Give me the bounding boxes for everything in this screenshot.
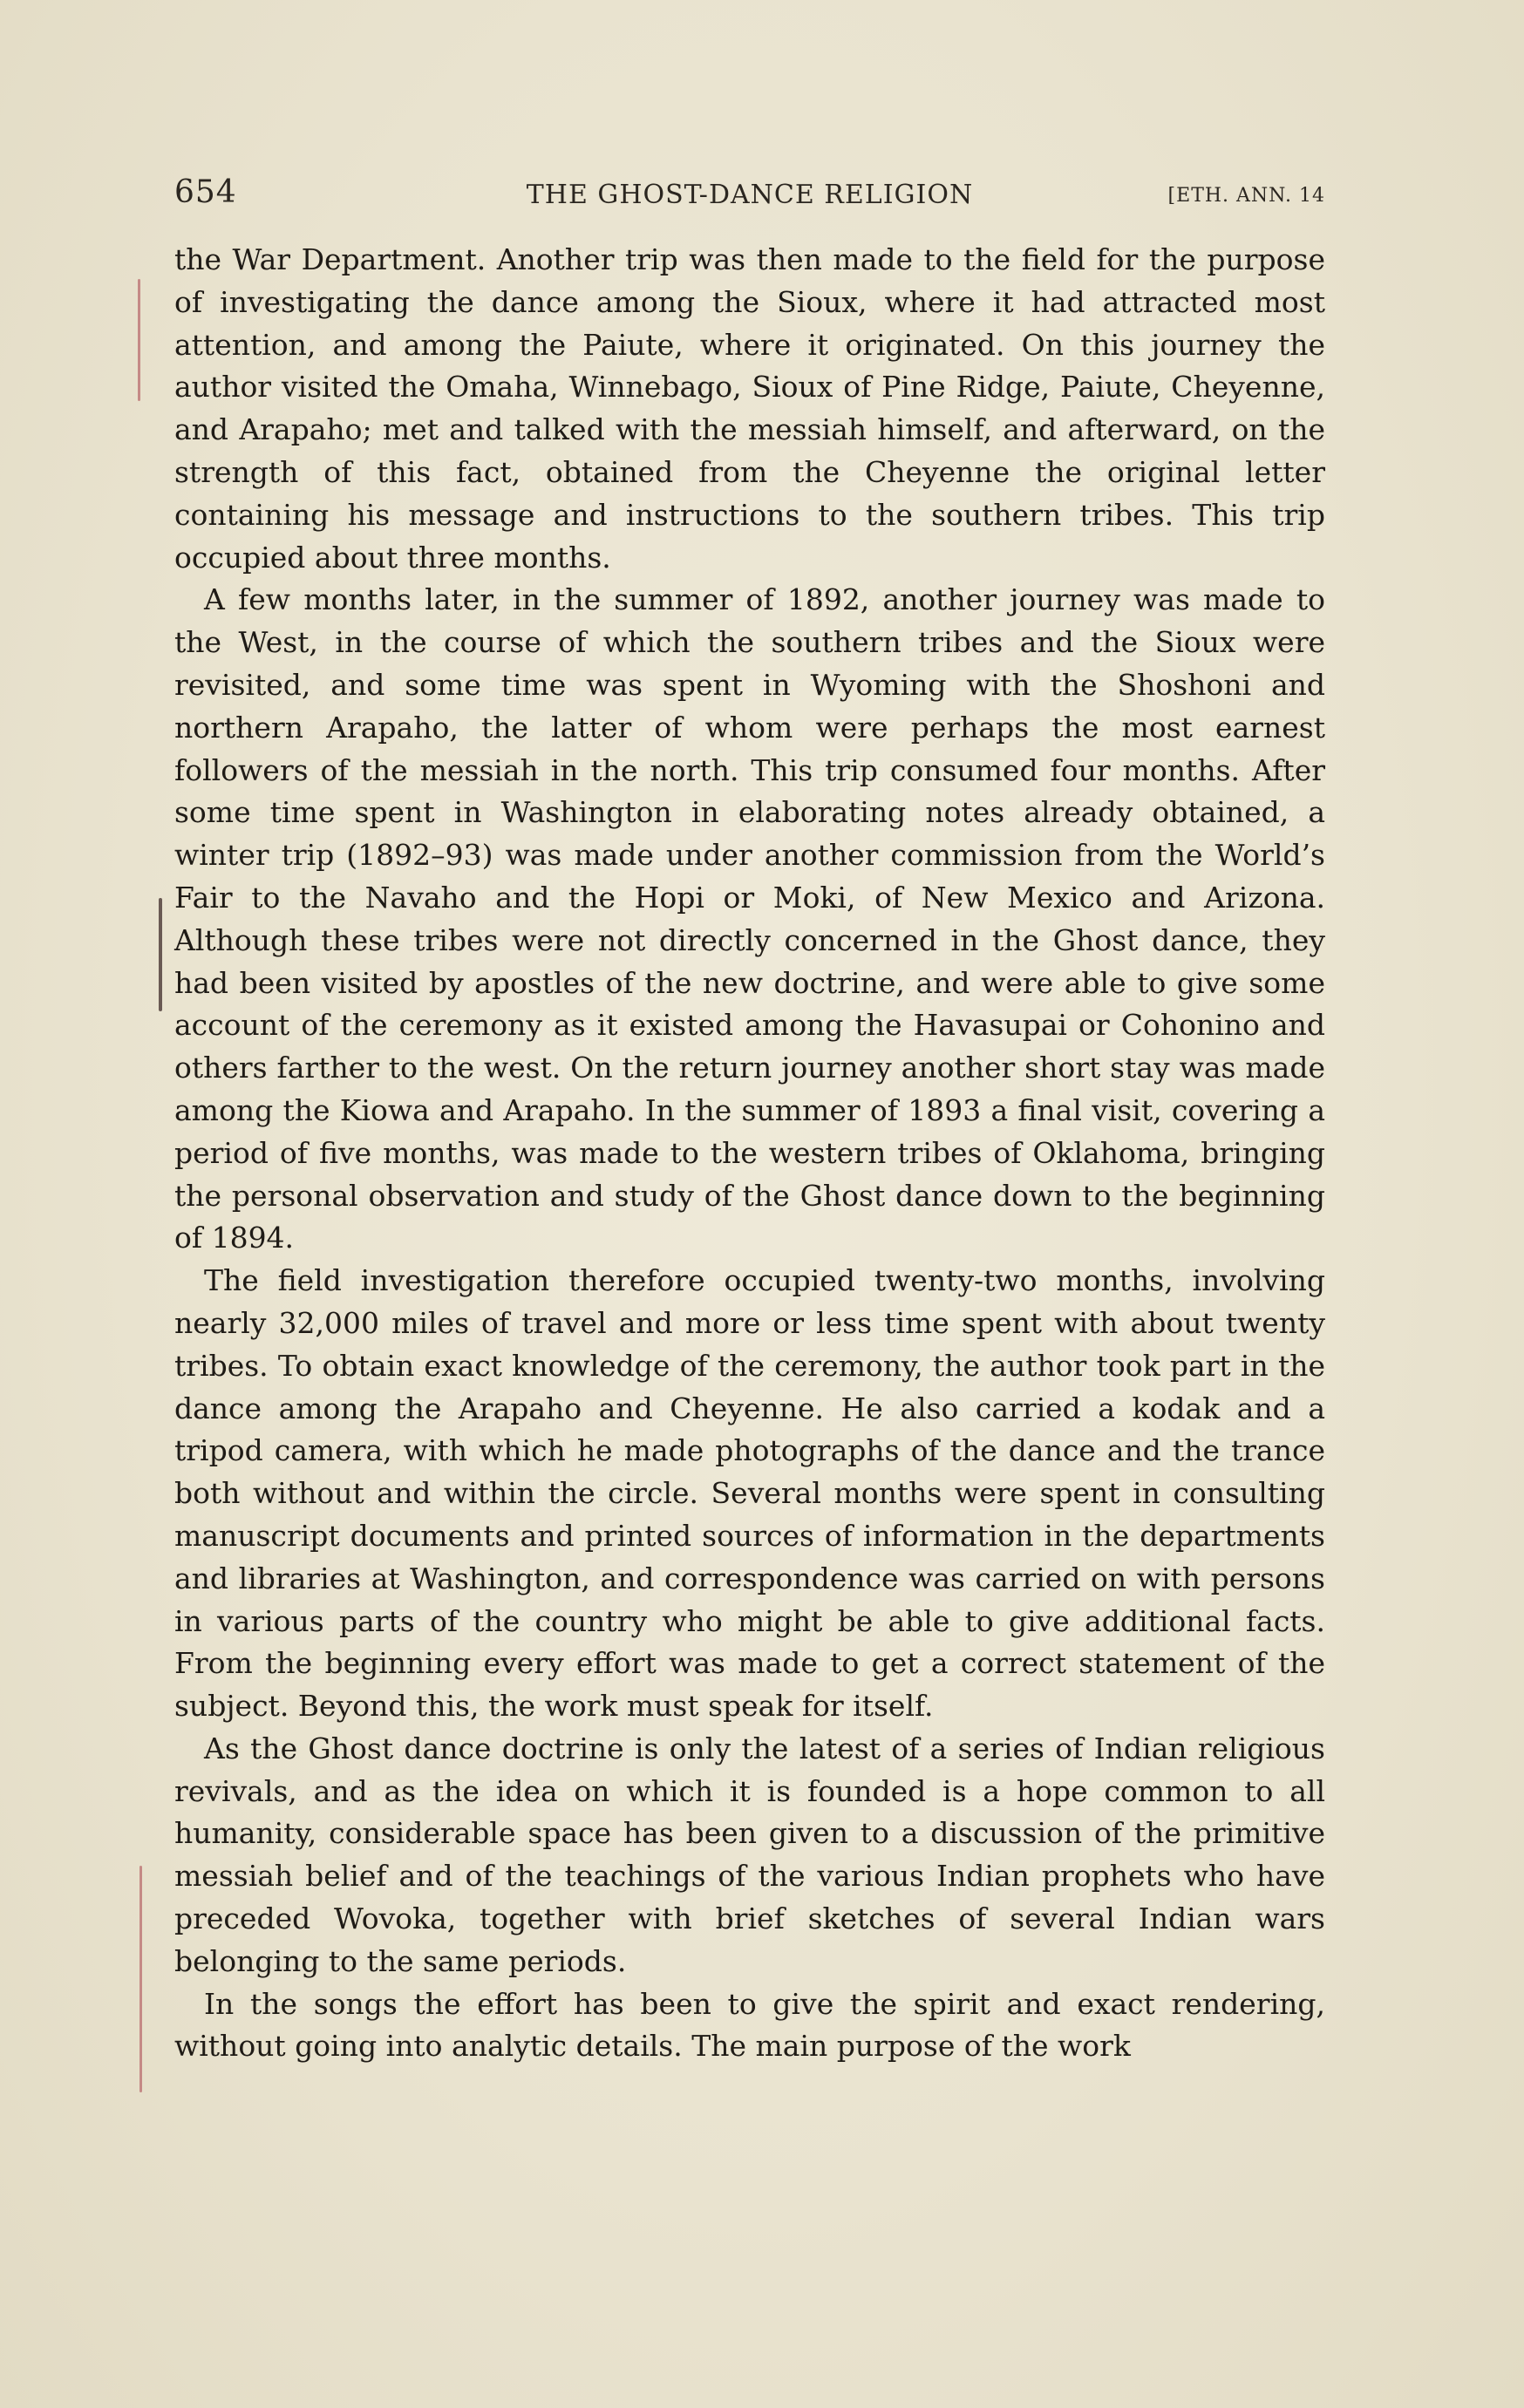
page-body <box>174 239 1325 2068</box>
margin-mark-top <box>138 279 140 401</box>
margin-mark-bottom <box>139 1866 142 2092</box>
margin-mark-middle <box>159 898 162 1011</box>
paragraph-1: the War Department. Another trip was then made to the field for the purpose of investigating the dance among the Sioux, where it had attracted most attention, and among the Paiute, where it originated. On this journey the author visited the Omaha, Winnebago, Sioux of Pine Ridge, Paiute, Cheyenne, and Arapaho; met and talked with the messiah himself, and afterward, on the strength of this fact, obtained from the Cheyenne the original letter containing his message and instructions to the southern tribes. This trip occupied about three months. <box>174 242 1325 575</box>
paragraph-2: A few months later, in the summer of 1892, another journey was made to the West, in the course of which the southern tribes and the Sioux were revisited, and some time was spent in Wyoming with the Shoshoni and northern Arapaho, the latter of whom were perhaps the most earnest followers of the messiah in the north. This trip consumed four months. After some time spent in Washington in elaborating notes already obtained, a winter trip (1892–93) was made under another commission from the World’s Fair to the Navaho and the Hopi or Moki, of New Mexico and Arizona. Although these tribes were not directly concerned in the Ghost dance, they had been visited by apostles of the new doctrine, and were able to give some account of the ceremony as it existed among the Havasupai or Cohonino and others farther to the west. On the return journey another short stay was made among the Kiowa and Arapaho. In the summer of 1893 a final visit, covering a period of five months, was made to the western tribes of Oklahoma, bringing the personal observation and study of the Ghost dance down to the beginning of 1894. <box>174 582 1325 1255</box>
paragraph-3: The field investigation therefore occupied twenty-two months, involving nearly 32,000 miles of travel and more or less time spent with about twenty tribes. To obtain exact knowledge of the ceremony, the author took part in the dance among the Arapaho and Cheyenne. He also carried a kodak and a tripod camera, with which he made photographs of the dance and the trance both without and within the circle. Several months were spent in consulting manuscript documents and printed sources of information in the departments and libraries at Washington, and correspondence was carried on with persons in various parts of the country who might be able to give additional facts. From the beginning every effort was made to get a correct statement of the subject. Beyond this, the work must speak for itself. <box>174 1263 1325 1724</box>
page-number: 654 <box>174 174 237 210</box>
running-title: THE GHOST-DANCE RELIGION <box>526 180 974 210</box>
series-reference: [ETH. ANN. 14 <box>1167 185 1325 207</box>
paragraph-5: In the songs the effort has been to give the spirit and exact rendering, without going into analytic details. The main purpose of the work <box>174 1986 1325 2064</box>
paragraph-4: As the Ghost dance doctrine is only the latest of a series of Indian religious revivals, and as the idea on which it is founded is a hope common to all humanity, considerable space has been given to a discussion of the primitive messiah belief and of the teachings of the various Indian prophets who have preceded Wovoka, together with brief sketches of several Indian wars belonging to the same periods. <box>174 1731 1325 1978</box>
page-header <box>174 174 1325 218</box>
